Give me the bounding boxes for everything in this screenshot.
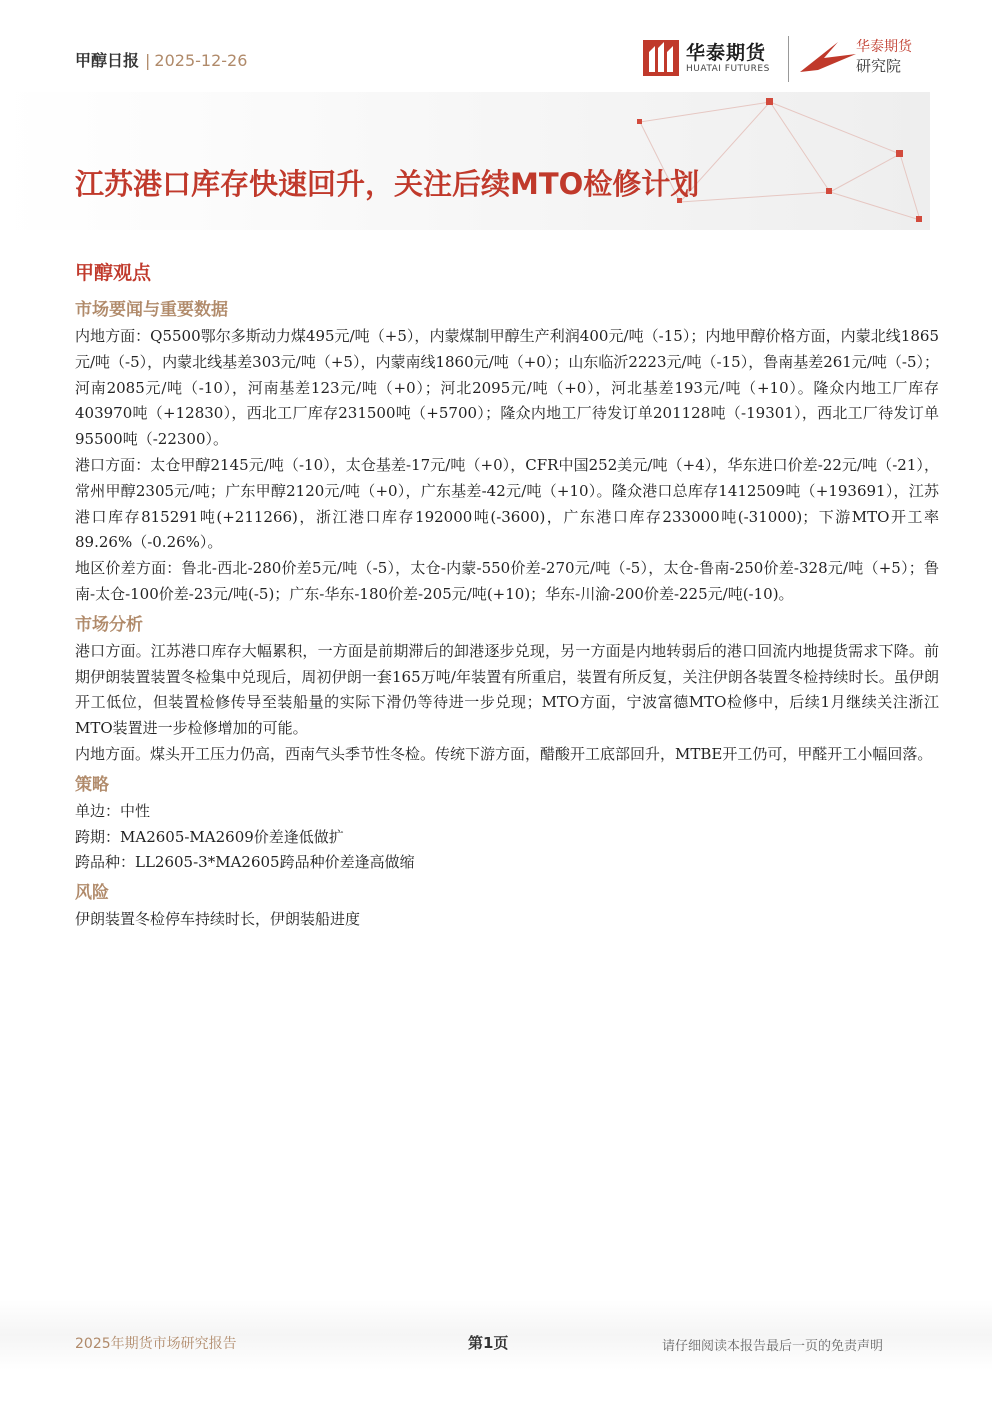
market-news-heading: 市场要闻与重要数据 <box>75 300 228 320</box>
institute-name <box>856 38 912 76</box>
logo-divider <box>788 36 789 82</box>
market-news-port: 港口方面：太仓甲醇2145元/吨（-10），太仓基差-17元/吨（+0），CFR中国252美元/吨（+4），华东进口价差-22元/吨（-21），常州甲醇2305元/吨；广东甲醇2120元/吨（+0），广东基差-42元/吨（+10）。隆众港口总库存1412509吨（+193691），江苏港口库存815291吨(+211266)，浙江港口库存192000吨(-3600)，广东港口库存233000吨(-31000)；下游MTO开工率89.26%（-0.26%）。 <box>75 455 939 552</box>
page-number: 第1页 <box>468 1334 509 1352</box>
strategy-heading: 策略 <box>75 774 109 795</box>
market-analysis-heading: 市场分析 <box>75 614 143 635</box>
market-news-spread: 地区价差方面：鲁北-西北-280价差5元/吨（-5），太仓-内蒙-550价差-270元/吨（-5），太仓-鲁南-250价差-328元/吨（+5）；鲁南-太仓-100价差-23元/吨(-5)；广东-华东-180价差-205元/吨(+10)；华东-川渝-200价差-225元/吨(-10)。 <box>75 559 939 603</box>
footer-report-name: 2025年期货市场研究报告 <box>75 1336 237 1352</box>
logo-name-en: HUATAI FUTURES <box>686 64 770 74</box>
institute-line2: 研究院 <box>856 57 902 75</box>
logo-name-cn: 华泰期货 <box>686 42 767 64</box>
footer-disclaimer-note: 请仔细阅读本报告最后一页的免责声明 <box>662 1339 884 1354</box>
risk-heading: 风险 <box>75 883 109 904</box>
report-date: 2025-12-26 <box>154 51 248 70</box>
institute-logo-icon <box>798 36 858 78</box>
doc-type: 甲醇日报 <box>75 51 140 70</box>
main-content <box>75 258 939 933</box>
analysis-port: 港口方面。江苏港口库存大幅累积，一方面是前期滞后的卸港逐步兑现，另一方面是内地转弱后的港口回流内地提货需求下降。前期伊朗装置装置冬检集中兑现后，周初伊朗一套165万吨/年装置有所重启，装置有所反复，关注伊朗各装置冬检持续时长。虽伊朗开工低位，但装置检修传导至装船量的实际下滑仍等待进一步兑现；MTO方面，宁波富德MTO检修中，后续1月继续关注浙江MTO装置进一步检修增加的可能。 <box>75 641 939 738</box>
institute-line1: 华泰期货 <box>856 39 912 55</box>
methanol-view-heading: 甲醇观点 <box>75 262 152 284</box>
report-title: 江苏港口库存快速回升，关注后续MTO检修计划 <box>75 167 700 201</box>
market-news-inland: 内地方面：Q5500鄂尔多斯动力煤495元/吨（+5），内蒙煤制甲醇生产利润400元/吨（-15）；内地甲醇价格方面，内蒙北线1865元/吨（-5），内蒙北线基差303元/吨（+5），内蒙南线1860元/吨（+0）；山东临沂2223元/吨（-15），鲁南基差261元/吨（-5）；河南2085元/吨（-10），河南基差123元/吨（+0）；河北2095元/吨（+0），河北基差193元/吨（+10）。隆众内地工厂库存403970吨（+12830），西北工厂库存231500吨（+5700）；隆众内地工厂待发订单201128吨（-19301），西北工厂待发订单95500吨（-22300）。 <box>75 327 939 449</box>
header-separator: | <box>145 51 151 70</box>
risk-text: 伊朗装置冬检停车持续时长，伊朗装船进度 <box>75 910 361 929</box>
strategy-calendar: 跨期：MA2605-MA2609价差逢低做扩 <box>75 827 344 846</box>
analysis-inland: 内地方面。煤头开工压力仍高，西南气头季节性冬检。传统下游方面，醋酸开工底部回升，MTBE开工仍可，甲醛开工小幅回落。 <box>75 744 933 763</box>
report-header <box>75 48 247 71</box>
strategy-cross: 跨品种：LL2605-3*MA2605跨品种价差逢高做缩 <box>75 853 415 872</box>
strategy-single: 单边：中性 <box>75 801 151 820</box>
network-decoration-icon <box>560 92 930 230</box>
